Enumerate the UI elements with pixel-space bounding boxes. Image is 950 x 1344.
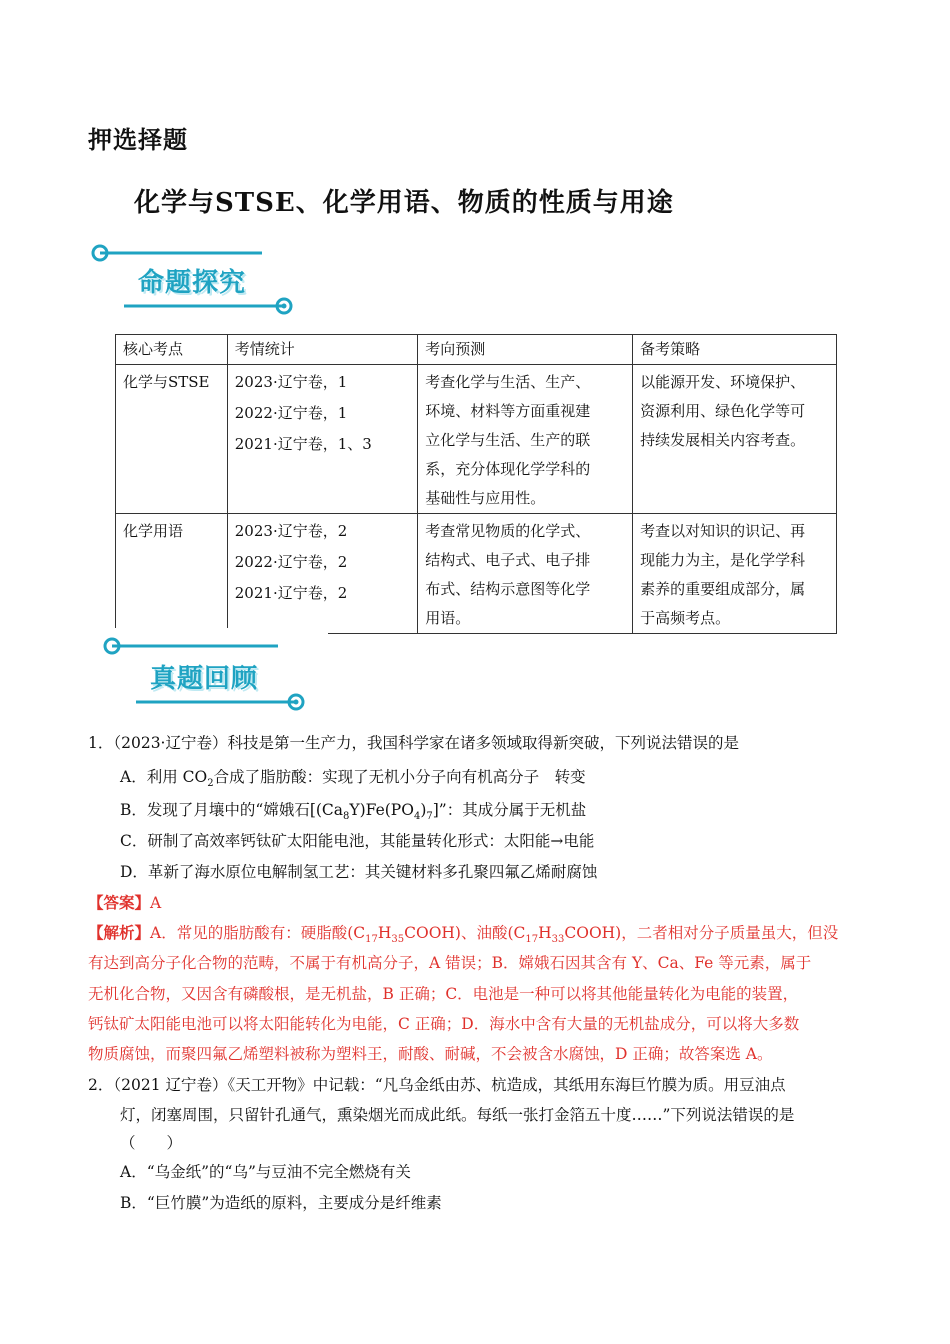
table-row bbox=[116, 514, 837, 634]
table-cell bbox=[116, 514, 228, 634]
expl-text: H bbox=[538, 924, 552, 942]
forecast-line: 考查化学与生活、生产、 bbox=[425, 373, 591, 391]
strategy-line: 素养的重要组成部分，属 bbox=[640, 580, 806, 598]
strategy-line: 资源利用、绿色化学等可 bbox=[640, 402, 806, 420]
expl-text: COOH)，二者相对分子质量虽大，但没 bbox=[564, 924, 839, 942]
table-cell bbox=[227, 514, 417, 634]
strategy-line: 以能源开发、环境保护、 bbox=[640, 373, 806, 391]
forecast-line: 考查常见物质的化学式、 bbox=[425, 522, 591, 540]
forecast-line: 布式、结构示意图等化学 bbox=[425, 580, 591, 598]
table-cell bbox=[633, 514, 837, 634]
explanation-line: 物质腐蚀，而聚四氟乙烯塑料被称为塑料王，耐酸、耐碱，不会被含水腐蚀，D 正确；故答案选 A。 bbox=[88, 1045, 773, 1063]
table-cell bbox=[418, 365, 633, 514]
option-text: 合成了脂肪酸：实现了无机小分子向有机高分子 转变 bbox=[213, 768, 586, 786]
answer-line bbox=[88, 888, 161, 918]
stat-line: 2022·辽宁卷，2 bbox=[234, 553, 348, 571]
forecast-line: 结构式、电子式、电子排 bbox=[425, 551, 591, 569]
stat-line: 2021·辽宁卷，2 bbox=[234, 584, 348, 602]
review-banner-text: 真题回顾 bbox=[150, 664, 259, 694]
question-2-option-a: A．“乌金纸”的“乌”与豆油不完全燃烧有关 bbox=[120, 1163, 411, 1181]
forecast-line: 系，充分体现化学学科的 bbox=[425, 460, 591, 478]
expl-text: A．常见的脂肪酸有：硬脂酸(C bbox=[150, 924, 366, 942]
question-1-option-a bbox=[120, 762, 586, 799]
question-2-stem: 2．（2021 辽宁卷）《天工开物》中记载：“凡乌金纸由苏、杭造成，其纸用东海巨竹膜为质。用豆油点 bbox=[88, 1076, 786, 1094]
forecast-line: 用语。 bbox=[425, 609, 471, 627]
expl-text: COOH)、油酸(C bbox=[404, 924, 526, 942]
subscript: 2 bbox=[207, 778, 214, 790]
strategy-line: 考查以对知识的识记、再 bbox=[640, 522, 806, 540]
subscript: 4 bbox=[413, 811, 421, 823]
explanation-line: 钙钛矿太阳能电池可以将太阳能转化为电能，C 正确；D．海水中含有大量的无机盐成分，可以将大多数 bbox=[88, 1015, 800, 1033]
subscript: 8 bbox=[343, 811, 350, 823]
stat-line: 2021·辽宁卷，1、3 bbox=[234, 435, 372, 453]
forecast-line: 基础性与应用性。 bbox=[425, 489, 546, 507]
option-text: Y)Fe(PO bbox=[349, 801, 414, 819]
forecast-line: 立化学与生活、生产的联 bbox=[425, 431, 591, 449]
table-cell bbox=[633, 365, 837, 514]
table-header-row bbox=[116, 335, 837, 365]
exam-analysis-table bbox=[115, 334, 837, 634]
subscript: 17 bbox=[525, 934, 539, 946]
expl-text: H bbox=[377, 924, 392, 942]
table-header: 考情统计 bbox=[227, 335, 417, 365]
explore-banner-text: 命题探究 bbox=[138, 268, 247, 298]
review-banner bbox=[88, 628, 328, 720]
question-1-option-c: C．研制了高效率钙钛矿太阳能电池，其能量转化形式：太阳能→电能 bbox=[120, 832, 595, 850]
subscript: 7 bbox=[426, 811, 433, 823]
stat-line: 2023·辽宁卷，2 bbox=[234, 522, 348, 540]
section-label: 押选择题 bbox=[88, 125, 188, 154]
option-text: ) bbox=[420, 801, 427, 819]
question-2-option-b: B．“巨竹膜”为造纸的原料，主要成分是纤维素 bbox=[120, 1194, 442, 1212]
strategy-line: 现能力为主，是化学学科 bbox=[640, 551, 806, 569]
explore-banner bbox=[84, 236, 314, 326]
strategy-line: 持续发展相关内容考查。 bbox=[640, 431, 806, 449]
explanation-tag: 【解析】 bbox=[88, 923, 151, 942]
table-row bbox=[116, 365, 837, 514]
question-2-stem: （ ） bbox=[120, 1134, 183, 1152]
stat-line: 2022·辽宁卷，1 bbox=[234, 404, 348, 422]
explanation-line: 无机化合物，又因含有磷酸根，是无机盐，B 正确；C．电池是一种可以将其他能量转化为电能的装置， bbox=[88, 985, 799, 1003]
subscript: 35 bbox=[391, 934, 405, 946]
table-header: 备考策略 bbox=[633, 335, 837, 365]
stat-line: 2023·辽宁卷，1 bbox=[234, 373, 348, 391]
table-cell bbox=[227, 365, 417, 514]
subscript: 17 bbox=[365, 934, 378, 946]
page-title: 化学与STSE、化学用语、物质的性质与用途 bbox=[134, 188, 674, 218]
table-header: 核心考点 bbox=[116, 335, 228, 365]
option-text: A．利用 CO bbox=[120, 768, 208, 786]
table-header: 考向预测 bbox=[418, 335, 633, 365]
question-2-stem: 灯，闭塞周围，只留针孔通气，熏染烟光而成此纸。每纸一张打金箔五十度……”下列说法错误的是 bbox=[120, 1106, 795, 1124]
question-1-option-d: D．革新了海水原位电解制氢工艺：其关键材料多孔聚四氟乙烯耐腐蚀 bbox=[120, 863, 598, 881]
forecast-line: 环境、材料等方面重视建 bbox=[425, 402, 591, 420]
topic-text: 化学与STSE bbox=[123, 373, 210, 391]
table-cell bbox=[116, 365, 228, 514]
table-cell bbox=[418, 514, 633, 634]
answer-tag: 【答案】 bbox=[88, 893, 151, 912]
strategy-line: 于高频考点。 bbox=[640, 609, 731, 627]
option-text: B．发现了月壤中的“嫦娥石[(Ca bbox=[120, 801, 344, 819]
explanation-line: 有达到高分子化合物的范畴，不属于有机高分子，A 错误；B．嫦娥石因其含有 Y、Ca、Fe 等元素，属于 bbox=[88, 954, 812, 972]
topic-text: 化学用语 bbox=[123, 522, 184, 540]
answer-value: A bbox=[150, 894, 162, 912]
option-text: ]”：其成分属于无机盐 bbox=[432, 801, 587, 819]
question-1-stem: 1．（2023·辽宁卷）科技是第一生产力，我国科学家在诸多领域取得新突破，下列说法错误的是 bbox=[88, 734, 739, 752]
subscript: 33 bbox=[551, 934, 565, 946]
